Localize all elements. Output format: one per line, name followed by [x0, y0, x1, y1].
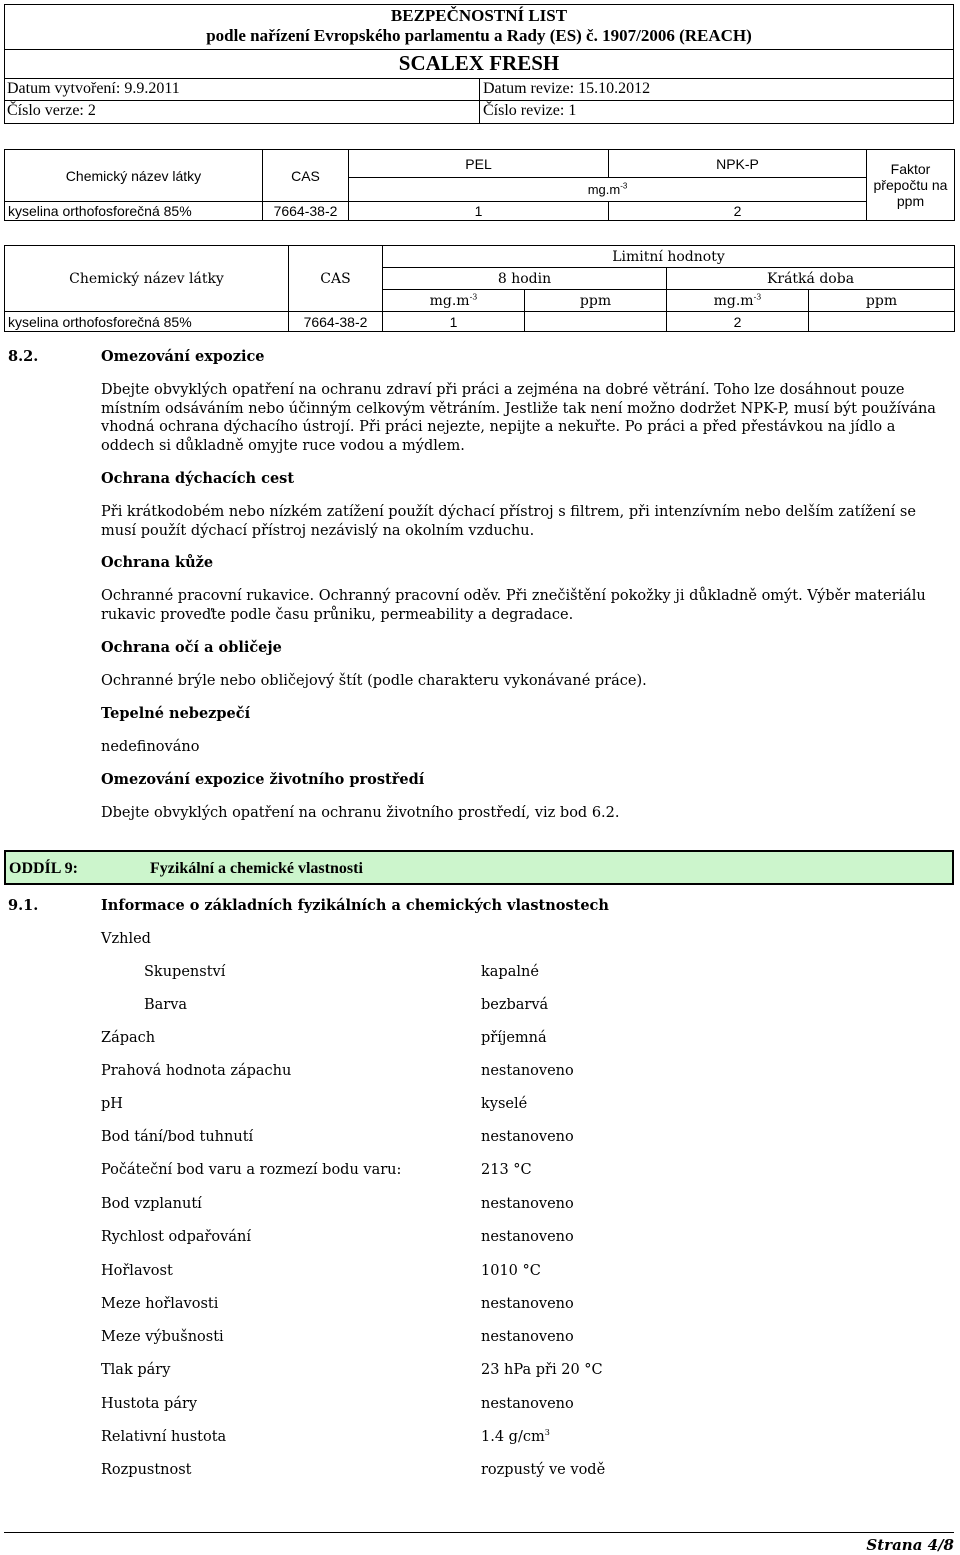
heading-environment: Omezování expozice životního prostředí [101, 771, 425, 788]
revision-number: Číslo revize: 1 [483, 102, 577, 119]
page-number: Strana 4/8 [866, 1536, 954, 1554]
exposure-limits-table [4, 245, 955, 332]
prop-label: Rozpustnost [101, 1462, 192, 1478]
prop-label: Hustota páry [101, 1396, 198, 1412]
prop-label: Bod vzplanutí [101, 1196, 202, 1212]
exposure-limits-table-pel [4, 149, 955, 221]
col-header-cas: CAS [263, 150, 349, 202]
col-header-factor: Faktor přepočtu na ppm [867, 150, 955, 221]
col-header-cas: CAS [289, 246, 383, 312]
paragraph-environment: Dbejte obvyklých opatření na ochranu životního prostředí, viz bod 6.2. [101, 805, 620, 821]
version-number: Číslo verze: 2 [7, 102, 96, 119]
unit-mg-8h: $mg.m^{-3}$ [383, 290, 525, 312]
unit-ppm-short: ppm [809, 290, 955, 312]
prop-value: bezbarvá [481, 997, 549, 1013]
col-header-short: Krátká doba [667, 268, 955, 290]
section-title: Omezování expozice [101, 348, 265, 365]
prop-value: nestanoveno [481, 1129, 574, 1145]
prop-label: Skupenství [144, 964, 226, 980]
prop-value: nestanoveno [481, 1296, 574, 1312]
prop-value: kapalné [481, 964, 539, 980]
prop-label: Zápach [101, 1030, 156, 1046]
unit-mg-short: $mg.m^{-3}$ [667, 290, 809, 312]
prop-label: Prahová hodnota zápachu [101, 1063, 292, 1079]
paragraph-thermal: nedefinováno [101, 739, 200, 755]
paragraph-eyes: Ochranné brýle nebo obličejový štít (podle charakteru vykonávané práce). [101, 673, 647, 689]
prop-label: Relativní hustota [101, 1429, 227, 1445]
col-header-npk: NPK-P [609, 150, 867, 178]
section-number: 8.2. [8, 348, 39, 365]
section-9-label: ODDÍL 9: [9, 860, 78, 877]
col-header-limits: Limitní hodnoty [383, 246, 955, 268]
prop-value: nestanoveno [481, 1329, 574, 1345]
prop-label: Bod tání/bod tuhnutí [101, 1129, 254, 1145]
prop-value: 1.4 $g/cm^3$ [481, 1428, 550, 1445]
prop-label: Tlak páry [101, 1362, 171, 1378]
row-substance-name: kyselina orthofosforečná 85% [5, 312, 289, 332]
prop-value: 23 hPa při 20 °C [481, 1362, 603, 1378]
appearance-label: Vzhled [101, 931, 151, 947]
prop-value: 213 °C [481, 1162, 532, 1178]
row-pel-value: 1 [349, 202, 609, 221]
row-short-ppm [809, 312, 955, 332]
row-cas: 7664-38-2 [289, 312, 383, 332]
row-short-mg: 2 [667, 312, 809, 332]
row-npk-value: 2 [609, 202, 867, 221]
prop-value: kyselé [481, 1096, 528, 1112]
revision-date: Datum revize: 15.10.2012 [483, 80, 651, 97]
document-title: BEZPEČNOSTNÍ LIST [390, 6, 568, 25]
product-name: SCALEX FRESH [398, 51, 560, 75]
row-8h-ppm [525, 312, 667, 332]
subsection-title: Informace o základních fyzikálních a chemických vlastnostech [101, 897, 609, 914]
prop-value: nestanoveno [481, 1196, 574, 1212]
prop-label: Barva [144, 997, 188, 1013]
row-8h-mg: 1 [383, 312, 525, 332]
unit-cell: $mg.m^{-3}$ [349, 178, 867, 202]
prop-label: Počáteční bod varu a rozmezí bodu varu: [101, 1162, 402, 1178]
footer-divider [4, 1532, 954, 1533]
paragraph-exposure: Dbejte obvyklých opatření na ochranu zdraví při práci a zejména na dobré větrání. Toho lze dosáhnout pouze místním odsáváním nebo účinným celkovým větráním. Jestliže tak není možno dodržet NPK-P, musí být používána vhodná ochrana dýchacího ústrojí. Při práci nejezte, nepijte a nekuřte. Po práci a před přestávkou na jídlo a oddech si důkladně omyjte ruce vodou a mýdlem. [101, 382, 936, 454]
prop-label: Meze výbušnosti [101, 1329, 224, 1345]
document-header [4, 4, 954, 124]
prop-label: Hořlavost [101, 1263, 173, 1279]
col-header-name: Chemický název látky [5, 150, 263, 202]
col-header-8h: 8 hodin [383, 268, 667, 290]
row-substance-name: kyselina orthofosforečná 85% [5, 202, 263, 221]
prop-label: Rychlost odpařování [101, 1229, 251, 1245]
prop-value: 1010 °C [481, 1263, 541, 1279]
prop-value: nestanoveno [481, 1396, 574, 1412]
created-date: Datum vytvoření: 9.9.2011 [7, 80, 180, 97]
col-header-name: Chemický název látky [5, 246, 289, 312]
prop-value: příjemná [481, 1030, 547, 1046]
col-header-pel: PEL [349, 150, 609, 178]
heading-respiratory: Ochrana dýchacích cest [101, 470, 295, 487]
document-subtitle: podle nařízení Evropského parlamentu a Rady (ES) č. 1907/2006 (REACH) [206, 26, 752, 45]
unit-ppm-8h: ppm [525, 290, 667, 312]
heading-thermal: Tepelné nebezpečí [101, 705, 251, 722]
section-9-title: Fyzikální a chemické vlastnosti [150, 860, 363, 877]
paragraph-skin: Ochranné pracovní rukavice. Ochranný pracovní oděv. Při znečištění pokožky ji důkladně omýt. Výběr materiálu rukavic proveďte podle času průniku, permeability a degradace. [101, 588, 926, 623]
prop-label: pH [101, 1096, 123, 1112]
subsection-number: 9.1. [8, 897, 39, 914]
prop-value: rozpustý ve vodě [481, 1462, 606, 1478]
prop-value: nestanoveno [481, 1229, 574, 1245]
section-9-header [4, 850, 954, 885]
heading-eyes: Ochrana očí a obličeje [101, 639, 282, 656]
heading-skin: Ochrana kůže [101, 554, 214, 571]
prop-value: nestanoveno [481, 1063, 574, 1079]
paragraph-respiratory: Při krátkodobém nebo nízkém zatížení použít dýchací přístroj s filtrem, při intenzívním nebo delším zatížení se musí použít dýchací přístroj nezávislý na okolním vzduchu. [101, 504, 916, 539]
row-cas: 7664-38-2 [263, 202, 349, 221]
prop-label: Meze hořlavosti [101, 1296, 219, 1312]
